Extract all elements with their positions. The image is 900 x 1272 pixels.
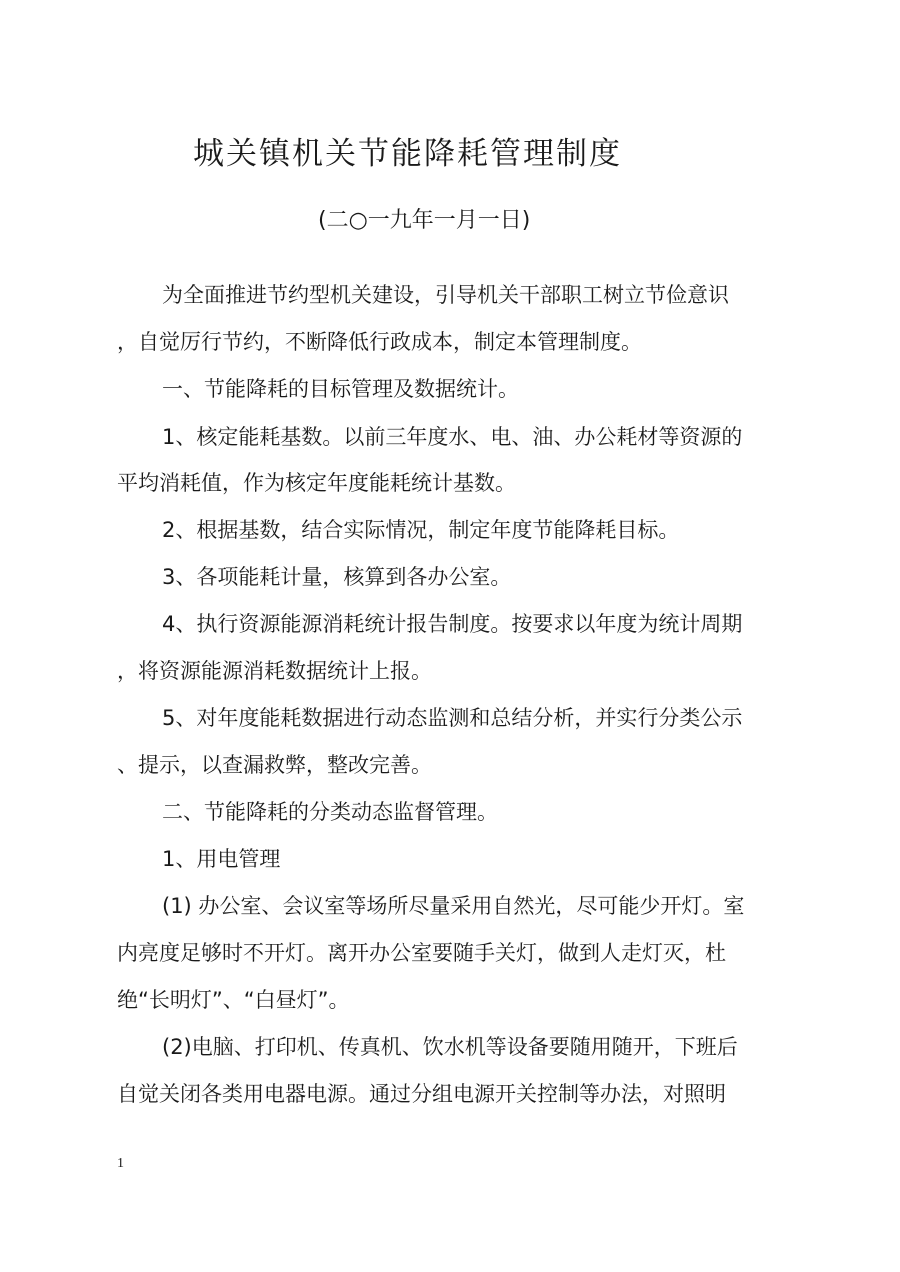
- text-line: ，将资源能源消耗数据统计上报。: [117, 659, 432, 683]
- text-line: 、提示，以查漏救弊，整改完善。: [117, 753, 432, 777]
- text-line: 为全面推进节约型机关建设，引导机关干部职工树立节俭意识: [162, 283, 729, 307]
- text-line: 平均消耗值，作为核定年度能耗统计基数。: [117, 471, 516, 495]
- text-line: ，自觉厉行节约，不断降低行政成本，制定本管理制度。: [117, 330, 642, 354]
- text-line: 5、对年度能耗数据进行动态监测和总结分析，并实行分类公示: [162, 706, 743, 730]
- document-date: (二○一九年一月一日): [318, 208, 531, 233]
- page-number: 1: [117, 1156, 124, 1171]
- text-line: 4、执行资源能源消耗统计报告制度。按要求以年度为统计周期: [162, 612, 743, 636]
- text-line: 自觉关闭各类用电器电源。通过分组电源开关控制等办法，对照明: [117, 1082, 726, 1106]
- text-line: 内亮度足够时不开灯。离开办公室要随手关灯，做到人走灯灭，杜: [117, 941, 726, 965]
- subsection-heading: 1、用电管理: [162, 847, 281, 871]
- text-line: 绝“长明灯”、“白昼灯”。: [117, 988, 350, 1012]
- text-line: (2)电脑、打印机、传真机、饮水机等设备要随用随开，下班后: [162, 1035, 738, 1059]
- text-line: 1、核定能耗基数。以前三年度水、电、油、办公耗材等资源的: [162, 425, 743, 449]
- text-line: 2、根据基数，结合实际情况，制定年度节能降耗目标。: [162, 518, 680, 542]
- text-line: 3、各项能耗计量，核算到各办公室。: [162, 565, 512, 589]
- section-heading: 二、节能降耗的分类动态监督管理。: [162, 800, 498, 824]
- text-line: (1) 办公室、会议室等场所尽量采用自然光，尽可能少开灯。室: [162, 894, 745, 918]
- section-heading: 一、节能降耗的目标管理及数据统计。: [162, 377, 519, 401]
- document-title: 城关镇机关节能降耗管理制度: [193, 136, 622, 172]
